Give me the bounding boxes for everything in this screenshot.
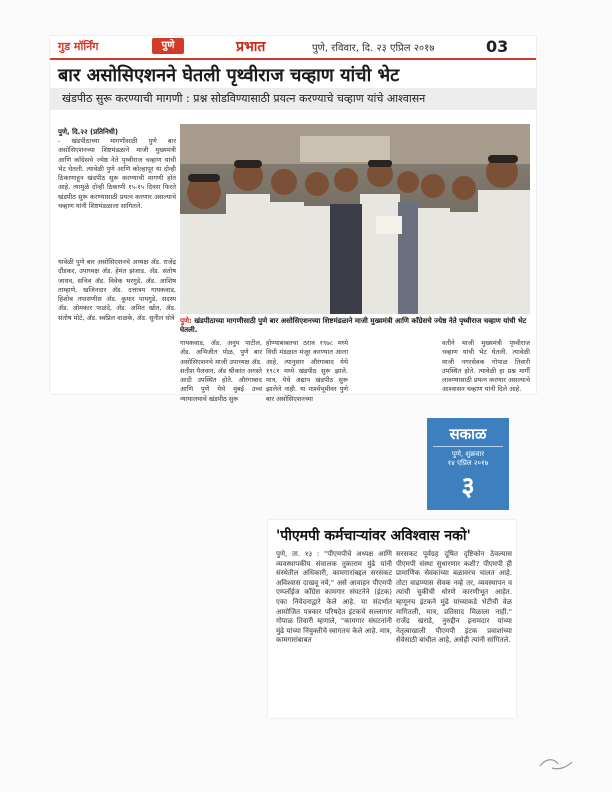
article-column-1: - खंडपीठाच्या मागणीसाठी पुणे बार असोसिएशनच्या शिष्टमंडळाने माजी मुख्यमंत्री आणि काँग्रेसचे ज्येष्ठ नेते पृथ्वीराज चव्हाण यांची भेट घेतली. त्यावेळी पुणे आणि कोल्हापूर या दोन्ही ठिकाणाहून खंडपीठ सुरू करण्याची मागणी होत आहे. त्यामुळे दोन्ही ठिकाणी १५-१५ दिवस फिरते खंडपीठ सुरू करण्यासाठी प्रयत्न करणार असल्याचे चव्हाण यांनी शिष्टमंडळाला सांगितले.	[58, 137, 176, 211]
byline: पुणे, दि.२२ (प्रतिनिधी)	[58, 128, 119, 136]
badge-divider	[433, 446, 503, 447]
page-number: 03	[486, 37, 509, 56]
caption-location: पुणे:	[180, 317, 192, 325]
photo-caption	[180, 317, 530, 335]
group-photo	[180, 124, 530, 314]
sakal-clipping	[268, 520, 516, 718]
article-column-1-cont: यावेळी पुणे बार असोसिएशनचे अध्यक्ष अ‍ॅड. राजेंद्र दौंडकर, उपाध्यक्ष अ‍ॅड. हेमंत झंजाड, अ‍ॅड. संतोष जाधव, सचिव अ‍ॅड. विवेक भरगुडे, अ‍ॅड. आशिष ताम्हाणे, खजिनदार अ‍ॅड. दत्तात्रय गायकवाड, हिशोब तपासणीस अ‍ॅड. कुमार पायगुडे, सदस्य अ‍ॅड. ओमकार पाळंदे, अ‍ॅड. अमित खोत, अ‍ॅड. संतोष मोटे, अ‍ॅड. स्वप्निल वाळके, अ‍ॅड. सुनील धोत्रे	[58, 258, 176, 322]
city-tag: पुणे	[152, 38, 184, 54]
section-label: गुड मॉर्निंग	[58, 40, 99, 53]
badge-day: पुणे, शुक्रवार	[451, 450, 485, 458]
article-subheadline: खंडपीठ सुरू करण्याची मागणी : प्रश्न सोडविण्यासाठी प्रयत्न करण्याचे चव्हाण यांचे आश्वासन	[50, 88, 536, 110]
pen-mark-icon	[536, 752, 576, 776]
caption-text: खंडपीठाच्या मागणीसाठी पुणे बार असोसिएशनच्या शिष्टमंडळाने माजी मुख्यमंत्री आणि काँग्रेसचे ज्येष्ठ नेते पृथ्वीराज चव्हाण यांची भेट घेतली.	[180, 317, 527, 334]
article-column-3: होण्याबाबतचा ठराव १९७८ मध्ये विधी मंडळात मंजूर करण्यात आला आहे. त्यानुसार औरंगाबाद येथे १९८१ मध्ये खंडपीठ सुरू झाले. मात्र, येथे अद्याप खंडपीठ सुरू झालेले नाही. या पार्श्वभूमीवर पुणे बार असोसिएशनच्या	[266, 339, 348, 403]
article-headline-2: 'पीएमपी कर्मचाऱ्यांवर अविश्वास नको'	[276, 528, 471, 544]
article2-column-2: सरसकट पूर्वग्रह दूषित दृष्टिकोन ठेवल्यास पीएमपी संस्था सुधारणार कशी? पीएमपी ही प्रामाणिक सेवकांच्या बळावरच चालत आहे. तोटा वाढण्यास सेवक नव्हे तर, व्यवस्थापन व त्यांची चुकीची धोरणे कारणीभूत आहेत. म्हणूनच इंटकने मुंढे यांच्याकडे भेटीची वेळ मागितली, मात्र, प्रतिसाद मिळाला नाही." राजेंद्र खराडे, नुरुद्दीन इनामदार यांच्या नेतृत्वाखाली पीएमपी इंटक प्रवाशांच्या सेवेसाठी बांधील आहे, असेही त्यांनी सांगितले.	[396, 550, 512, 645]
sakal-page-badge	[427, 418, 509, 510]
article-headline: बार असोसिएशनने घेतली पृथ्वीराज चव्हाण यांची भेट	[58, 65, 400, 86]
masthead	[50, 36, 536, 60]
article-column-4: वतीने माजी मुख्यमंत्री पृथ्वीराज चव्हाण यांची भेट घेतली. त्यावेळी माजी नगरसेवक गोपाळ तिवारी उपस्थित होते. त्यावेळी हा प्रश्न मार्गी लावण्यासाठी प्रयत्न करणार असल्याचे आश्वासन चव्हाण यांनी दिले आहे.	[442, 339, 530, 394]
sakal-logo: सकाळ	[449, 425, 487, 443]
group-photo-image	[180, 124, 530, 314]
newspaper-logo: प्रभात	[236, 39, 266, 55]
article2-column-1: पुणे, ता. १३ : "पीएमपीचे अध्यक्ष आणि व्यवस्थापकीय संचालक तुकाराम मुंढे यांनी संस्थेतील अधिकारी, कामगारांबद्दल सरसकट अविश्वास दाखवू नये," असे आवाहन पीएमपी एम्प्लॉईज काँग्रेस कामगार संघटनेने (इंटक) एका निवेदनाद्वारे केले आहे. या संदर्भात आयोजित पत्रकार परिषदेत इंटकचे सल्लागार गोपाळ तिवारी म्हणाले, "कामगार संघटनांनी मुंढे यांच्या नियुक्तीचे स्वागतच केले आहे. मात्र, कामगारांबाबत	[276, 550, 392, 645]
dateline: पुणे, रविवार, दि. २३ एप्रिल २०१७	[312, 43, 435, 54]
badge-page-number: ३	[461, 472, 475, 502]
badge-date: १४ एप्रिल २०१७	[447, 459, 489, 467]
article-column-2: गायकवाड, अ‍ॅड. अनुप पाटील, अ‍ॅड. अभिजीत पोळ, पुणे बार असोसिएशनचे माजी उपाध्यक्ष अ‍ॅड. सतीश पैलवान, अ‍ॅड श्रीकांत अगस्ते आदी उपस्थित होते. औरंगाबाद आणि पुणे येथे मुंबई उच्च न्यायालयाचे खंडपीठ सुरू	[180, 339, 262, 403]
prabhat-clipping	[50, 36, 536, 403]
